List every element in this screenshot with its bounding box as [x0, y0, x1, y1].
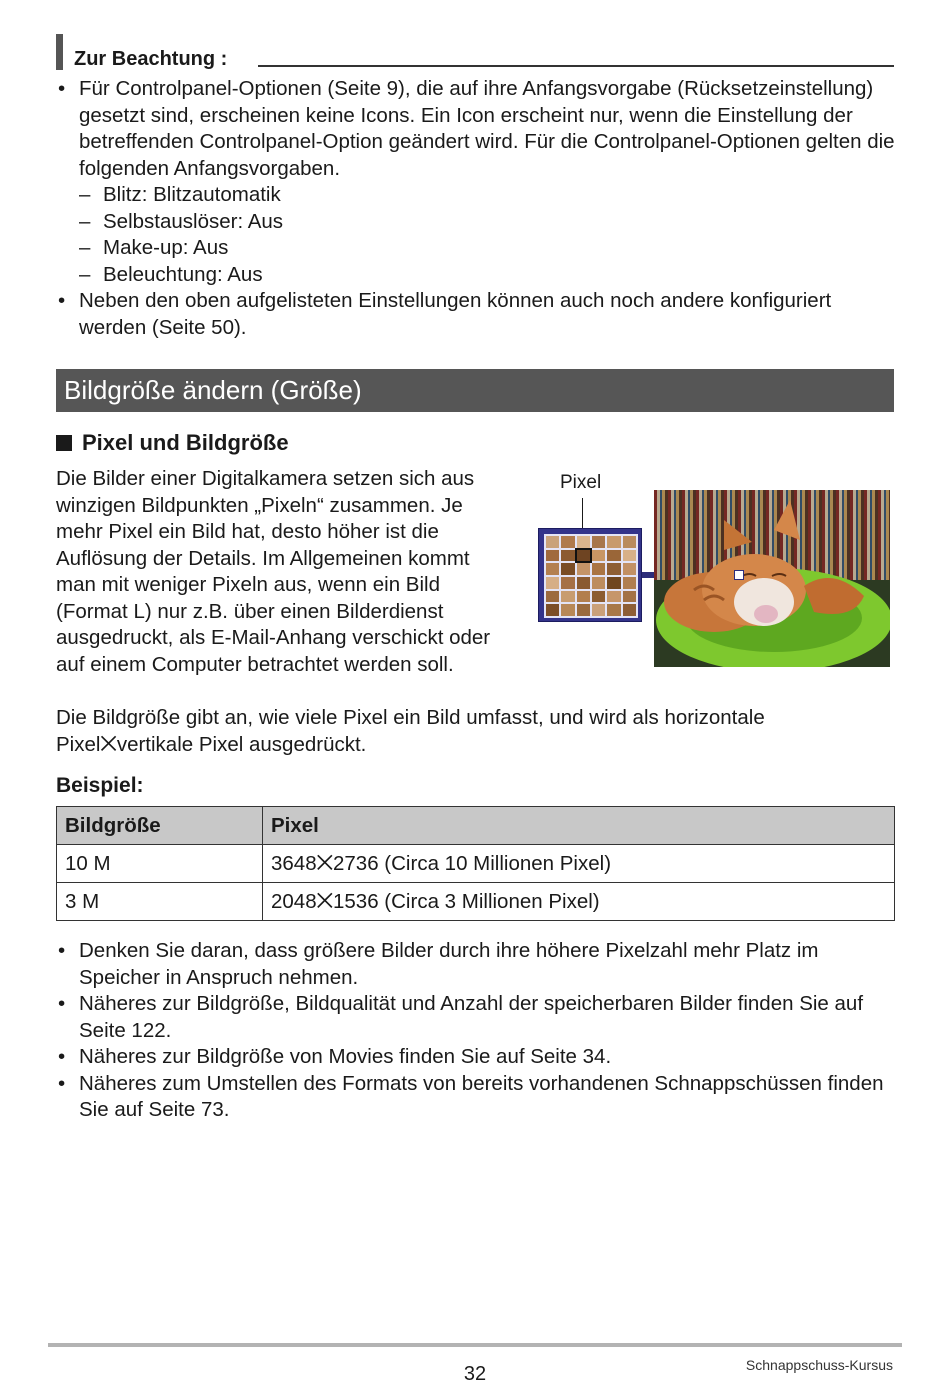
subsection-heading	[56, 430, 289, 456]
table-row	[57, 883, 895, 921]
defaults-list	[79, 182, 896, 288]
zoom-target-marker	[734, 570, 744, 580]
pixel-grid	[544, 534, 638, 618]
footer-rule	[48, 1343, 902, 1347]
note-bullet-text: Für Controlpanel-Optionen (Seite 9), die auf ihre Anfangsvorgabe (Rücksetzeinstellung) gesetzt sind, erscheinen keine Icons. Ein Icon erscheint nur, wenn die Einstellung der betreffenden Controlpanel-Option geändert wird. Für die Controlpanel-Optionen gelten die folgenden Anfangsvorgaben.	[79, 77, 895, 180]
note-item: • Denken Sie daran, dass größere Bilder durch ihre höhere Pixelzahl mehr Platz im Speicher in Anspruch nehmen.	[56, 938, 896, 991]
section-header	[56, 369, 894, 412]
table-row	[57, 845, 895, 883]
intro-paragraph: Die Bilder einer Digitalkamera setzen sich aus winzigen Bildpunkten „Pixeln“ zusammen. Je mehr Pixel ein Bild hat, desto höher ist die Auflösung der Details. Im Allgemeinen kommt man mit weniger Pixeln aus, wenn ein Bild (Format L) nur z.B. über einen Bilderdienst ausgedruckt, als E-Mail-Anhang verschickt oder auf einem Computer betrachtet werden soll.	[56, 467, 491, 676]
notes-list	[56, 938, 896, 1124]
default-item: – Selbstauslöser: Aus	[79, 209, 896, 236]
section-title: Bildgröße ändern (Größe)	[64, 375, 362, 405]
table-header-row	[57, 807, 895, 845]
table-cell: 3648⨉2736 (Circa 10 Millionen Pixel)	[263, 845, 895, 883]
square-bullet-icon	[56, 435, 72, 451]
table-cell: 3 M	[57, 883, 263, 921]
example-label: Beispiel:	[56, 774, 144, 797]
default-item: – Beleuchtung: Aus	[79, 262, 896, 289]
table-cell: 10 M	[57, 845, 263, 883]
pixel-illustration	[538, 470, 894, 670]
note-item: • Näheres zur Bildgröße von Movies finden Sie auf Seite 34.	[56, 1044, 896, 1071]
size-paragraph: Die Bildgröße gibt an, wie viele Pixel ein Bild umfasst, und wird als horizontale Pixel⨉vertikale Pixel ausgedrückt.	[56, 706, 765, 756]
cat-photo-drawing	[654, 490, 890, 667]
subsection-title: Pixel und Bildgröße	[82, 430, 289, 455]
note-rule	[258, 65, 894, 67]
example-table	[56, 806, 895, 921]
table-header-cell: Bildgröße	[57, 807, 263, 845]
note-header	[56, 34, 894, 70]
chapter-label: Schnappschuss-Kursus	[745, 1357, 893, 1373]
note-list	[56, 76, 896, 341]
table-cell: 2048⨉1536 (Circa 3 Millionen Pixel)	[263, 883, 895, 921]
note-bullet	[56, 76, 896, 288]
default-item: – Make-up: Aus	[79, 235, 896, 262]
pixel-label: Pixel	[560, 472, 602, 493]
note-item: • Näheres zum Umstellen des Formats von bereits vorhandenen Schnappschüssen finden Sie auf Seite 73.	[56, 1071, 896, 1124]
note-title: Zur Beachtung :	[74, 48, 228, 70]
cat-photo	[654, 490, 890, 667]
note-bullet: • Neben den oben aufgelisteten Einstellungen können auch noch andere konfiguriert werden (Seite 50).	[56, 288, 896, 341]
page-number: 32	[463, 1363, 487, 1385]
note-item: • Näheres zur Bildgröße, Bildqualität und Anzahl der speicherbaren Bilder finden Sie auf Seite 122.	[56, 991, 896, 1044]
note-marker-bar	[56, 34, 63, 70]
table-header-cell: Pixel	[263, 807, 895, 845]
pixel-grid-frame	[538, 528, 642, 622]
default-item: – Blitz: Blitzautomatik	[79, 182, 896, 209]
